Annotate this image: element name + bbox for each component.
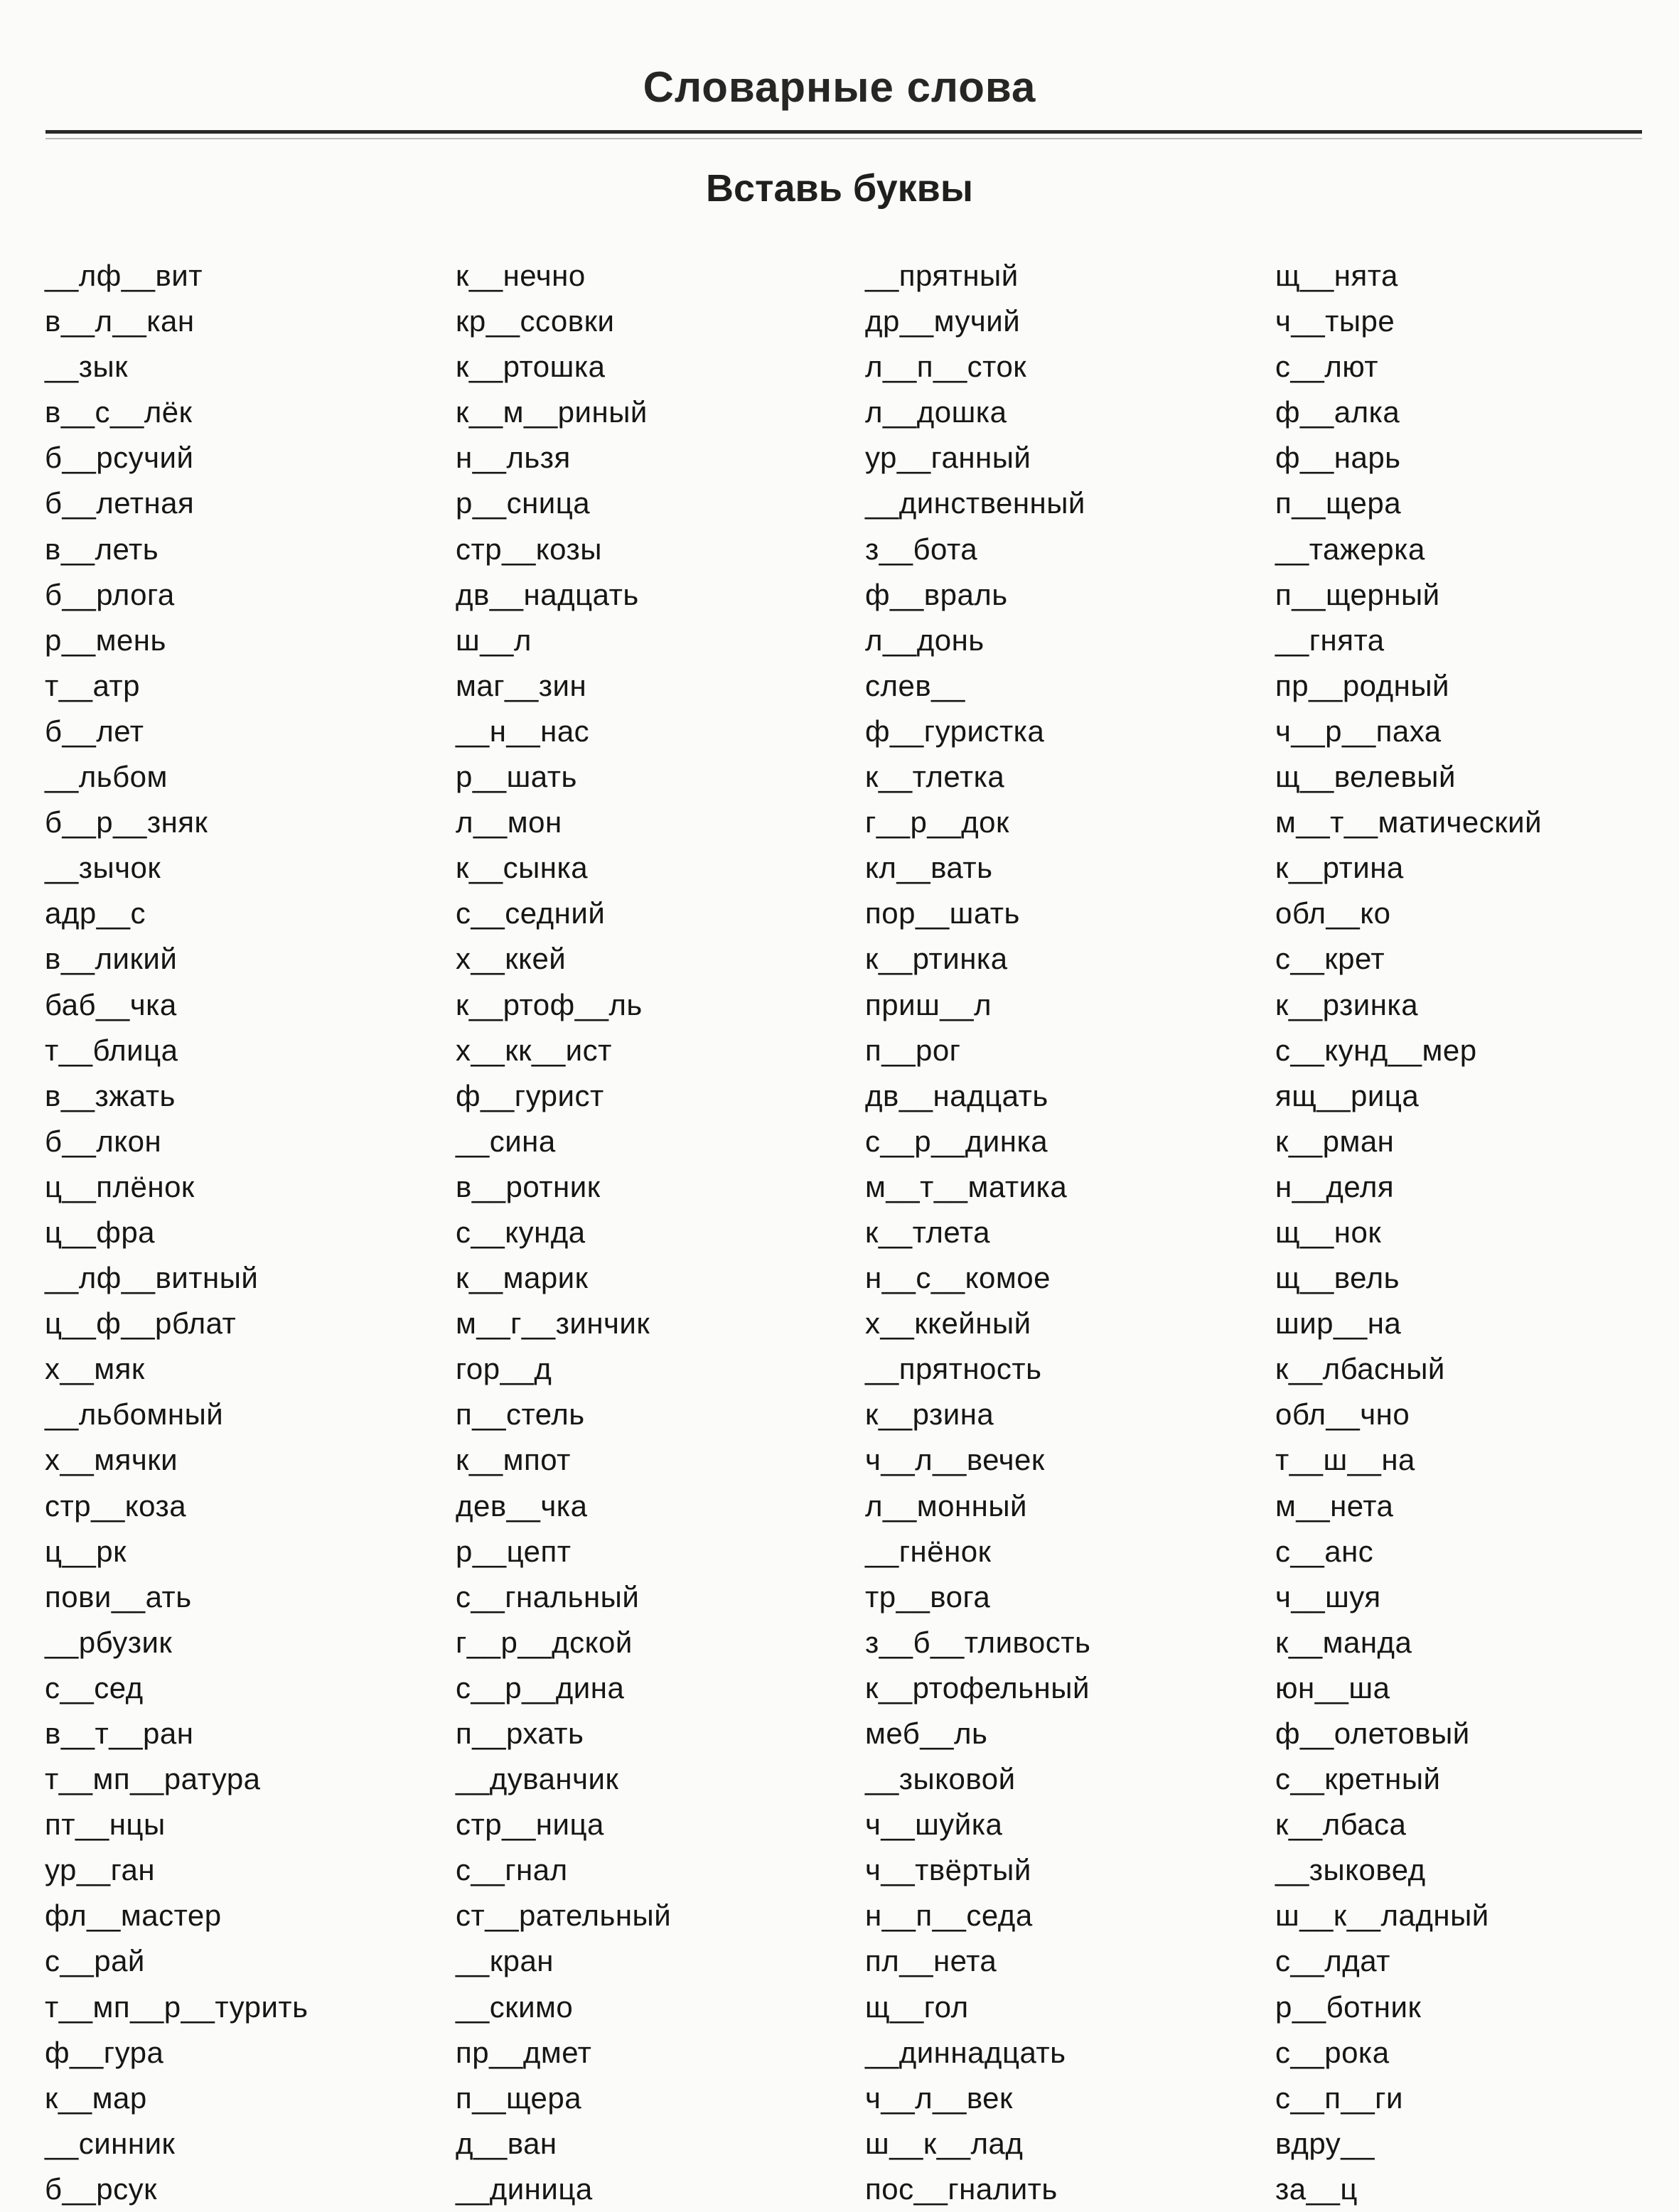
- word-item: р__цепт: [456, 1534, 572, 1568]
- word-item: ч__л__вечек: [865, 1443, 1045, 1477]
- word-item: фл__мастер: [45, 1899, 222, 1933]
- word-item: к__сынка: [456, 851, 589, 885]
- word-item: ф__алка: [1275, 395, 1400, 429]
- word-item: б__рлога: [45, 577, 175, 611]
- word-item: ч__тыре: [1275, 304, 1395, 338]
- word-item: щ__велевый: [1275, 760, 1456, 794]
- word-item: ящ__рица: [1275, 1078, 1420, 1112]
- exercise-heading: Вставь буквы: [706, 167, 973, 210]
- word-item: к__ртошка: [456, 350, 606, 384]
- word-item: __зыковой: [865, 1762, 1016, 1796]
- word-item: п__рог: [865, 1033, 961, 1067]
- word-item: адр__с: [45, 896, 146, 930]
- word-item: обл__ко: [1275, 896, 1391, 930]
- word-item: ш__л: [456, 623, 532, 657]
- word-item: в__зжать: [45, 1078, 176, 1112]
- word-item: м__т__матический: [1275, 805, 1543, 839]
- word-item: х__мячки: [45, 1443, 178, 1477]
- word-item: ч__л__век: [865, 2081, 1013, 2115]
- word-item: в__л__кан: [45, 304, 195, 338]
- word-column-3: [865, 253, 1090, 2212]
- word-item: п__щера: [1275, 486, 1402, 520]
- word-item: в__ликий: [45, 942, 178, 976]
- word-item: пос__гналить: [865, 2171, 1058, 2206]
- word-item: пл__нета: [865, 1944, 997, 1978]
- word-item: с__крет: [1275, 942, 1385, 976]
- word-columns: [0, 253, 1679, 2206]
- word-item: т__мп__ратура: [45, 1762, 261, 1796]
- word-item: __синник: [45, 2126, 176, 2160]
- word-item: с__сед: [45, 1670, 144, 1704]
- word-item: б__летная: [45, 486, 195, 520]
- word-item: юн__ша: [1275, 1670, 1390, 1704]
- word-item: вдру__: [1275, 2126, 1375, 2160]
- word-item: пт__нцы: [45, 1808, 166, 1842]
- word-item: с__гнальный: [456, 1579, 640, 1614]
- word-item: ц__фра: [45, 1215, 156, 1249]
- word-item: ш__к__лад: [865, 2126, 1024, 2160]
- word-item: г__р__дской: [456, 1625, 633, 1659]
- word-item: дв__надцать: [865, 1078, 1048, 1112]
- word-item: др__мучий: [865, 304, 1021, 338]
- word-column-4: [1275, 253, 1542, 2212]
- word-item: к__ртина: [1275, 851, 1404, 885]
- word-item: __зыковед: [1275, 1853, 1426, 1887]
- word-item: к__рман: [1275, 1124, 1395, 1158]
- word-item: к__ртоф__ль: [456, 987, 643, 1021]
- word-item: пр__родный: [1275, 668, 1449, 702]
- word-item: щ__вель: [1275, 1261, 1400, 1295]
- word-item: __лф__вит: [45, 259, 203, 292]
- word-item: пор__шать: [865, 896, 1020, 930]
- word-item: к__ртофельный: [865, 1670, 1090, 1704]
- word-item: в__леть: [45, 532, 159, 566]
- word-item: за__ц: [1275, 2171, 1358, 2206]
- word-item: ф__гура: [45, 2035, 164, 2069]
- word-item: щ__нок: [1275, 1215, 1382, 1249]
- word-item: с__седний: [456, 896, 606, 930]
- title-divider-thin: [45, 138, 1642, 139]
- word-item: ц__ф__рблат: [45, 1306, 237, 1341]
- word-item: в__с__лёк: [45, 395, 193, 429]
- word-item: т__блица: [45, 1033, 178, 1067]
- word-item: т__атр: [45, 668, 140, 702]
- word-item: кр__ссовки: [456, 304, 615, 338]
- word-item: стр__коза: [45, 1488, 187, 1523]
- word-item: __лф__витный: [45, 1261, 259, 1295]
- word-item: б__рсук: [45, 2171, 158, 2206]
- word-item: в__т__ран: [45, 1717, 194, 1750]
- word-item: __льбом: [45, 760, 168, 794]
- word-item: б__лет: [45, 714, 144, 748]
- word-item: с__п__ги: [1275, 2081, 1403, 2115]
- word-item: маг__зин: [456, 668, 587, 702]
- word-item: н__льзя: [456, 441, 571, 475]
- word-item: дв__надцать: [456, 577, 639, 611]
- word-item: к__лбаса: [1275, 1808, 1407, 1842]
- word-item: ч__р__паха: [1275, 714, 1442, 748]
- word-item: к__ртинка: [865, 942, 1008, 976]
- word-item: м__г__зинчик: [456, 1306, 650, 1341]
- word-item: к__марик: [456, 1261, 589, 1295]
- word-item: с__лдат: [1275, 1944, 1390, 1978]
- word-column-1: [45, 253, 309, 2212]
- word-item: __н__нас: [456, 714, 590, 748]
- word-item: с__гнал: [456, 1853, 568, 1887]
- word-item: ч__твёртый: [865, 1853, 1031, 1887]
- word-item: з__б__тливость: [865, 1625, 1091, 1659]
- word-item: с__р__дина: [456, 1670, 625, 1704]
- word-item: стр__ница: [456, 1808, 604, 1842]
- word-item: с__рай: [45, 1944, 145, 1978]
- word-item: __зык: [45, 350, 129, 384]
- word-item: к__мар: [45, 2081, 147, 2115]
- word-item: __дуванчик: [456, 1762, 619, 1796]
- word-item: __тажерка: [1275, 532, 1425, 566]
- word-item: к__тлета: [865, 1215, 990, 1249]
- word-item: ф__олетовый: [1275, 1717, 1470, 1750]
- word-item: ур__ган: [45, 1853, 156, 1887]
- word-item: п__рхать: [456, 1717, 584, 1750]
- word-item: б__р__зняк: [45, 805, 208, 839]
- word-item: __гнёнок: [865, 1534, 992, 1568]
- word-item: дев__чка: [456, 1488, 588, 1523]
- word-item: ур__ганный: [865, 441, 1031, 475]
- word-item: б__рсучий: [45, 441, 194, 475]
- word-item: к__нечно: [456, 259, 586, 292]
- word-item: м__нета: [1275, 1488, 1394, 1523]
- word-item: х__кк__ист: [456, 1033, 612, 1067]
- word-item: р__ботник: [1275, 1990, 1422, 2024]
- word-item: л__монный: [865, 1488, 1027, 1523]
- word-item: п__щера: [456, 2081, 582, 2115]
- word-item: к__мпот: [456, 1443, 571, 1477]
- word-item: тр__вога: [865, 1579, 991, 1614]
- word-item: ф__гуристка: [865, 714, 1045, 748]
- word-item: __гнята: [1275, 623, 1385, 657]
- word-item: л__донь: [865, 623, 985, 657]
- word-item: ц__рк: [45, 1534, 127, 1568]
- word-item: ц__плёнок: [45, 1169, 195, 1203]
- word-item: приш__л: [865, 987, 992, 1021]
- word-item: кл__вать: [865, 851, 993, 885]
- word-item: __зычок: [45, 851, 161, 885]
- word-item: с__кунд__мер: [1275, 1033, 1477, 1067]
- word-item: т__ш__на: [1275, 1443, 1415, 1477]
- page-title: Словарные слова: [643, 63, 1036, 111]
- word-item: к__лбасный: [1275, 1352, 1445, 1386]
- word-item: р__мень: [45, 623, 166, 657]
- word-item: с__анс: [1275, 1534, 1374, 1568]
- word-item: щ__гол: [865, 1990, 969, 2024]
- word-item: стр__козы: [456, 532, 602, 566]
- word-item: л__дошка: [865, 395, 1007, 429]
- word-item: __прятный: [865, 259, 1019, 292]
- word-item: __скимо: [456, 1990, 574, 2024]
- word-column-2: [456, 253, 671, 2212]
- word-item: __диница: [456, 2171, 593, 2206]
- word-item: обл__чно: [1275, 1397, 1410, 1432]
- title-divider: [45, 130, 1642, 134]
- word-item: в__ротник: [456, 1169, 601, 1203]
- word-item: ш__к__ладный: [1275, 1899, 1489, 1933]
- word-item: гор__д: [456, 1352, 552, 1386]
- word-item: х__ккейный: [865, 1306, 1031, 1341]
- word-item: н__п__седа: [865, 1899, 1033, 1933]
- word-item: меб__ль: [865, 1717, 988, 1750]
- word-item: л__п__сток: [865, 350, 1027, 384]
- word-item: ст__рательный: [456, 1899, 672, 1933]
- word-item: шир__на: [1275, 1306, 1402, 1341]
- word-item: __рбузик: [45, 1625, 173, 1659]
- word-item: т__мп__р__турить: [45, 1990, 309, 2024]
- word-item: р__шать: [456, 760, 577, 794]
- word-item: к__рзина: [865, 1397, 994, 1432]
- word-item: щ__нята: [1275, 259, 1398, 292]
- word-item: к__м__риный: [456, 395, 648, 429]
- word-item: слев__: [865, 668, 965, 702]
- word-item: __прятность: [865, 1352, 1042, 1386]
- word-item: л__мон: [456, 805, 562, 839]
- word-item: ф__враль: [865, 577, 1008, 611]
- word-item: х__мяк: [45, 1352, 145, 1386]
- word-item: __динственный: [865, 486, 1085, 520]
- word-item: н__деля: [1275, 1169, 1395, 1203]
- word-item: с__кунда: [456, 1215, 586, 1249]
- word-item: __льбомный: [45, 1397, 224, 1432]
- word-item: с__рока: [1275, 2035, 1390, 2069]
- word-item: пр__дмет: [456, 2035, 592, 2069]
- word-item: ч__шуйка: [865, 1808, 1003, 1842]
- word-item: баб__чка: [45, 987, 177, 1021]
- word-item: ч__шуя: [1275, 1579, 1381, 1614]
- word-item: н__с__комое: [865, 1261, 1051, 1295]
- word-item: __кран: [456, 1944, 554, 1978]
- word-item: б__лкон: [45, 1124, 162, 1158]
- word-item: с__р__динка: [865, 1124, 1048, 1158]
- word-item: к__тлетка: [865, 760, 1005, 794]
- word-item: з__бота: [865, 532, 978, 566]
- word-item: г__р__док: [865, 805, 1009, 839]
- word-item: с__кретный: [1275, 1762, 1441, 1796]
- word-item: к__манда: [1275, 1625, 1412, 1659]
- word-item: п__стель: [456, 1397, 585, 1432]
- word-item: пови__ать: [45, 1579, 192, 1614]
- word-item: р__сница: [456, 486, 591, 520]
- word-item: ф__нарь: [1275, 441, 1401, 475]
- word-item: с__лют: [1275, 350, 1379, 384]
- word-item: п__щерный: [1275, 577, 1440, 611]
- word-item: х__ккей: [456, 942, 567, 976]
- word-item: __диннадцать: [865, 2035, 1066, 2069]
- word-item: ф__гурист: [456, 1078, 604, 1112]
- word-item: __сина: [456, 1124, 556, 1158]
- word-item: д__ван: [456, 2126, 557, 2160]
- word-item: к__рзинка: [1275, 987, 1419, 1021]
- word-item: м__т__матика: [865, 1169, 1068, 1203]
